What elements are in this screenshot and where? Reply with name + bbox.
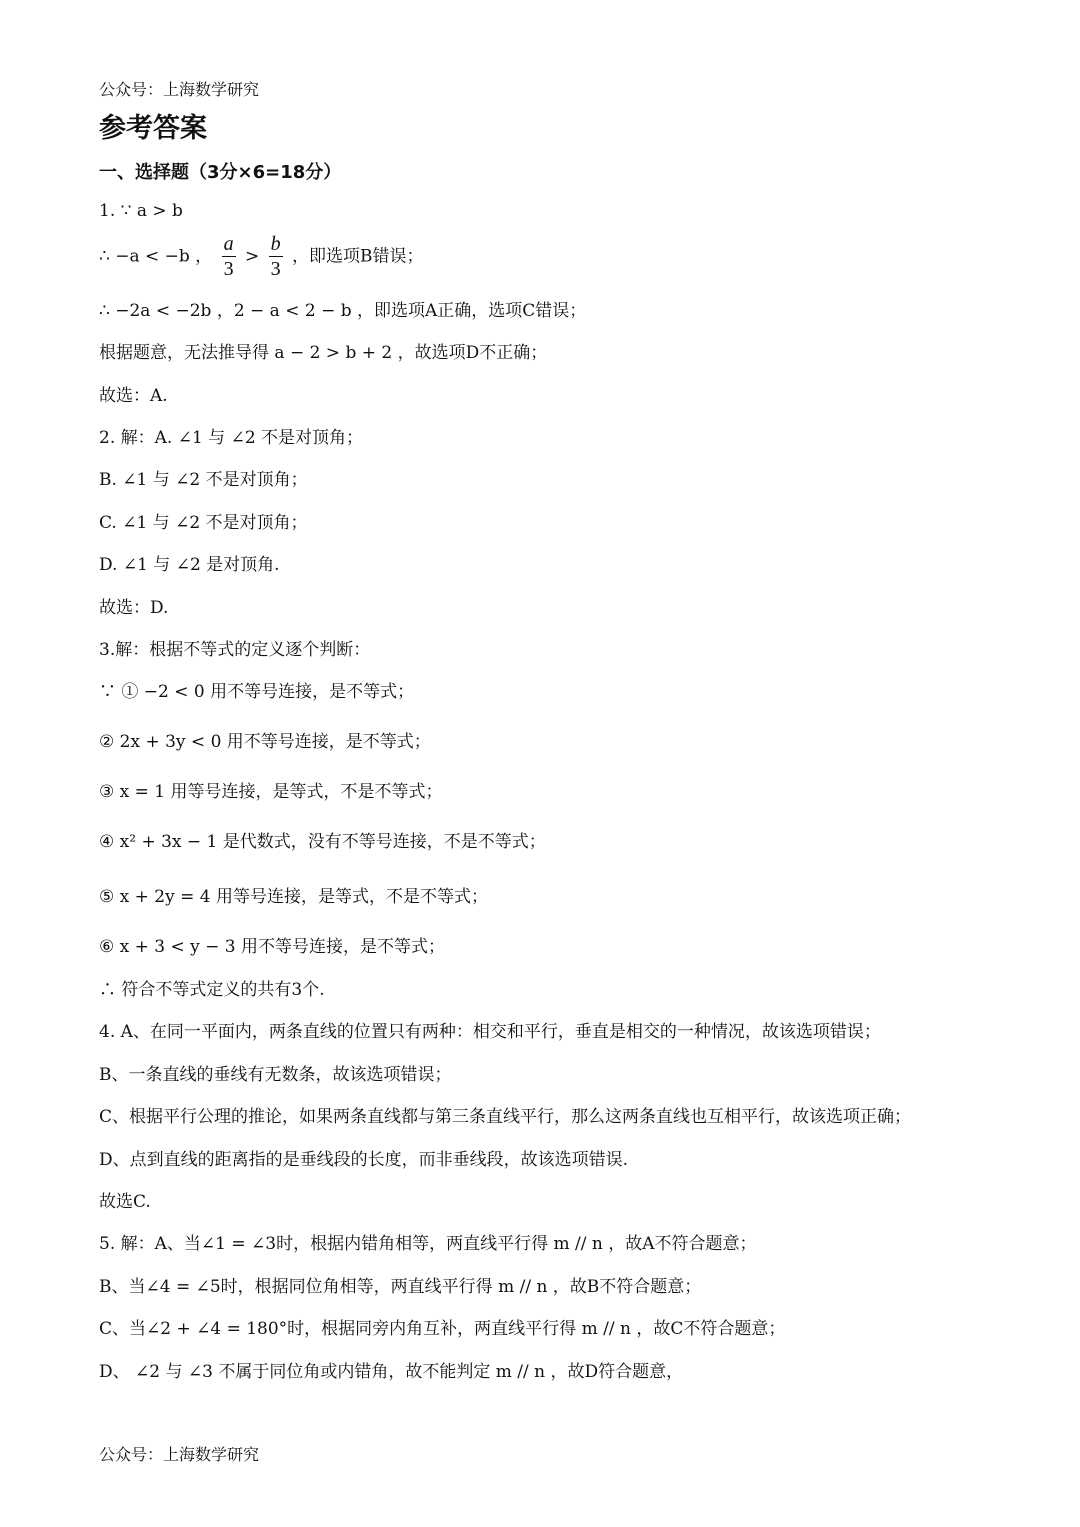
fraction-a-over-3	[222, 232, 236, 281]
q2-answer: 故选：D.	[99, 598, 169, 618]
q4-option-c: C、根据平行公理的推论，如果两条直线都与第三条直线平行，那么这两条直线也互相平行，故该选项正确；	[99, 1107, 912, 1127]
q3-conclusion: ∴ 符合不等式定义的共有3个.	[99, 980, 325, 1000]
section-heading: 一、选择题（3分×6=18分）	[99, 162, 342, 183]
q3-intro: 3.解：根据不等式的定义逐个判断：	[99, 640, 371, 660]
q1-line4: 根据题意，无法推导得 a − 2 > b + 2 ，故选项D不正确；	[99, 343, 548, 363]
fraction-a-denominator: 3	[223, 258, 234, 280]
q3-item6: ⑥ x + 3 < y − 3 用不等号连接，是不等式；	[99, 937, 446, 957]
q1-line2	[99, 232, 424, 288]
fraction-b-denominator: 3	[270, 258, 281, 280]
q5-option-b: B、当∠4 = ∠5时，根据同位角相等，两直线平行得 m // n ，故B不符合题意；	[99, 1277, 702, 1297]
footer-watermark: 公众号：上海数学研究	[99, 1445, 260, 1464]
q1-line1: 1. ∵ a > b	[99, 201, 183, 221]
fraction-b-numerator: b	[270, 233, 281, 255]
q5-option-a: 5. 解：A、当∠1 = ∠3时，根据内错角相等，两直线平行得 m // n ，故A不符合题意；	[99, 1234, 757, 1254]
q4-answer: 故选C.	[99, 1192, 151, 1212]
q3-item2: ② 2x + 3y < 0 用不等号连接，是不等式；	[99, 732, 431, 752]
q4-option-b: B、一条直线的垂线有无数条，故该选项错误；	[99, 1065, 452, 1085]
q1-line2-post: ，即选项B错误；	[292, 246, 424, 267]
q2-line1: 2. 解：A. ∠1 与 ∠2 不是对顶角；	[99, 428, 364, 448]
q2-line4: D. ∠1 与 ∠2 是对顶角.	[99, 555, 280, 575]
q4-option-a: 4. A、在同一平面内，两条直线的位置只有两种：相交和平行，垂直是相交的一种情况，故该选项错误；	[99, 1022, 881, 1042]
q3-item4: ④ x² + 3x − 1 是代数式，没有不等号连接，不是不等式；	[99, 832, 546, 852]
fraction-comparison-op: >	[245, 246, 260, 267]
q5-option-c: C、当∠2 + ∠4 = 180°时，根据同旁内角互补，两直线平行得 m // n ，故C不符合题意；	[99, 1319, 786, 1339]
q5-option-d: D、 ∠2 与 ∠3 不属于同位角或内错角，故不能判定 m // n ，故D符合题意，	[99, 1362, 684, 1382]
q2-line2: B. ∠1 与 ∠2 不是对顶角；	[99, 470, 308, 490]
q4-option-d: D、点到直线的距离指的是垂线段的长度，而非垂线段，故该选项错误.	[99, 1150, 629, 1170]
q2-line3: C. ∠1 与 ∠2 不是对顶角；	[99, 513, 308, 533]
q1-line2-pre: ∴ −a < −b ，	[99, 246, 213, 267]
header-watermark: 公众号：上海数学研究	[99, 80, 260, 99]
q1-line3: ∴ −2a < −2b ，2 − a < 2 − b ，即选项A正确，选项C错误；	[99, 301, 587, 321]
q1-answer: 故选：A.	[99, 386, 168, 406]
q3-item1: ∵ ① −2 < 0 用不等号连接，是不等式；	[99, 682, 415, 702]
q3-item5: ⑤ x + 2y = 4 用等号连接，是等式，不是不等式；	[99, 887, 488, 907]
q3-item3: ③ x = 1 用等号连接，是等式，不是不等式；	[99, 782, 443, 802]
fraction-a-numerator: a	[223, 233, 234, 255]
page-title: 参考答案	[99, 113, 207, 144]
fraction-b-over-3	[269, 232, 283, 281]
